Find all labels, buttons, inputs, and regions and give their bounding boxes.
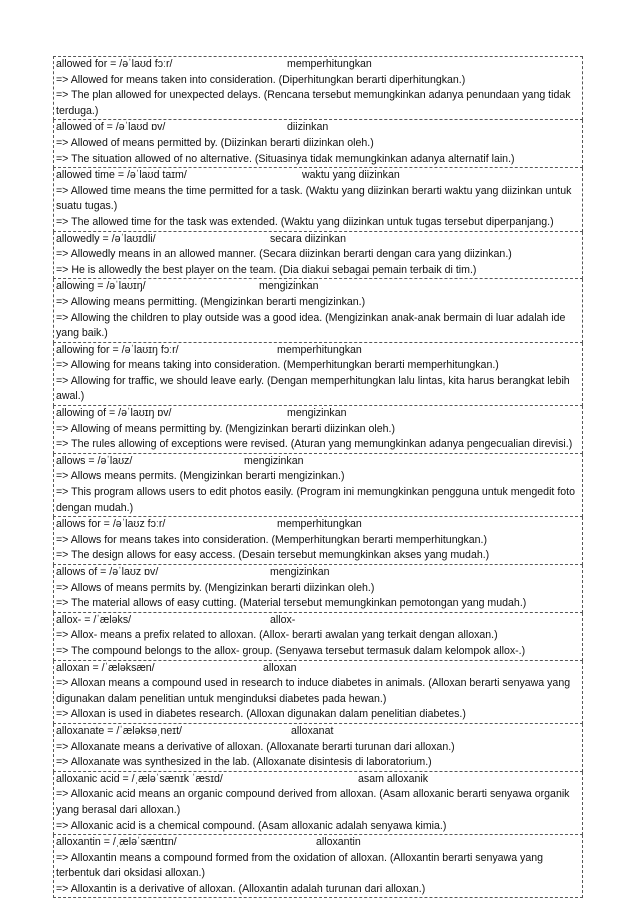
entry-term: alloxantin = /ˌæləˈsæntɪn/ <box>56 836 177 849</box>
entry-term: allows = /əˈlaʊz/ <box>56 454 133 467</box>
entry-definition: => Allows for means takes into consideration. (Memperhitungkan berarti memperhitungkan.) <box>56 533 488 546</box>
entry-example: => Alloxanic acid is a chemical compound. (Asam alloxanic adalah senyawa kimia.) <box>56 819 447 832</box>
entry-example: => Alloxan is used in diabetes research. (Alloxan digunakan dalam penelitian diabetes.) <box>56 708 466 721</box>
entry-alloxantin <box>53 835 583 898</box>
entry-term: allox- = /ˈæləks/ <box>56 613 132 626</box>
entry-term: allowed of = /əˈlaʊd ɒv/ <box>56 121 166 134</box>
entry-allowed-time <box>53 168 583 231</box>
entry-head <box>56 279 579 295</box>
entry-allowedly <box>53 232 583 280</box>
entry-alloxan <box>53 661 583 724</box>
entry-example: => The situation allowed of no alternative. (Situasinya tidak memungkinkan adanya alternatif lain.) <box>56 152 515 165</box>
entry-example: => Allowing the children to play outside was a good idea. (Mengizinkan anak-anak bermain di luar adalah ide yang baik.) <box>56 311 566 340</box>
entry-translation: memperhitungkan <box>287 58 372 70</box>
entry-head <box>56 835 579 851</box>
entry-definition: => Allowed of means permitted by. (Diizinkan berarti diizinkan oleh.) <box>56 136 374 149</box>
entry-head <box>56 565 579 581</box>
entry-example: => The allowed time for the task was extended. (Waktu yang diizinkan untuk tugas tersebut diperpanjang.) <box>56 215 554 228</box>
entry-term: alloxan = /ˈæləksæn/ <box>56 661 155 674</box>
entry-term: alloxanate = /ˈæləksəˌneɪt/ <box>56 724 182 737</box>
entry-definition: => Allows means permits. (Mengizinkan berarti mengizinkan.) <box>56 470 345 483</box>
entry-term: allowing for = /əˈlaʊɪŋ fɔːr/ <box>56 343 179 356</box>
entry-definition: => Allowing of means permitting by. (Mengizinkan berarti diizinkan oleh.) <box>56 422 395 435</box>
entry-head <box>56 661 579 677</box>
entry-example: => The material allows of easy cutting. (Material tersebut memungkinkan pemotongan yang mudah.) <box>56 597 527 610</box>
entry-definition: => Allowed for means taken into consideration. (Diperhitungkan berarti diperhitungkan.) <box>56 73 466 86</box>
entry-allowing-for <box>53 343 583 406</box>
entry-definition: => Alloxantin means a compound formed from the oxidation of alloxan. (Alloxantin berarti senyawa yang terbentuk dari oksidasi alloxan.) <box>56 851 544 880</box>
entry-example: => Alloxantin is a derivative of alloxan. (Alloxantin adalah turunan dari alloxan.) <box>56 882 426 895</box>
entry-head <box>56 406 579 422</box>
entry-alloxanic-acid <box>53 772 583 835</box>
entry-translation: mengizinkan <box>287 407 347 420</box>
entry-term: allows for = /əˈlaʊz fɔːr/ <box>56 518 166 531</box>
dictionary-page <box>53 56 583 898</box>
entry-example: => Allowing for traffic, we should leave early. (Dengan memperhitungkan lalu lintas, kita harus berangkat lebih awal.) <box>56 374 570 403</box>
entry-definition: => Alloxan means a compound used in research to induce diabetes in animals. (Alloxan berarti senyawa yang digunakan dalam penelitian untuk menginduksi diabetes pada hewan.) <box>56 677 571 705</box>
entry-definition: => Allox- means a prefix related to alloxan. (Allox- berarti awalan yang terkait dengan alloxan.) <box>56 629 498 642</box>
entry-example: => The compound belongs to the allox- group. (Senyawa tersebut termasuk dalam kelompok allox-.) <box>56 644 526 657</box>
entry-translation: mengizinkan <box>259 280 319 293</box>
entry-translation: alloxanat <box>291 724 334 737</box>
entry-definition: => Alloxanic acid means an organic compound derived from alloxan. (Asam alloxanic berarti senyawa organik yang berasal dari alloxan.) <box>56 788 570 816</box>
entry-head <box>56 120 579 136</box>
entry-translation: mengizinkan <box>244 454 304 467</box>
entry-term: allowed for = /əˈlaʊd fɔːr/ <box>56 58 173 70</box>
entry-term: allowed time = /əˈlaʊd taɪm/ <box>56 169 187 182</box>
entry-translation: waktu yang diizinkan <box>302 169 400 182</box>
entry-definition: => Allowed time means the time permitted for a task. (Waktu yang diizinkan berarti waktu yang diizinkan untuk suatu tugas.) <box>56 184 572 213</box>
entry-head <box>56 454 579 470</box>
entry-head <box>56 57 579 73</box>
entry-example: => He is allowedly the best player on the team. (Dia diakui sebagai pemain terbaik di tim.) <box>56 263 477 276</box>
entry-translation: alloxantin <box>316 836 361 849</box>
entry-allows-of <box>53 565 583 613</box>
entry-head <box>56 517 579 533</box>
entry-translation: memperhitungkan <box>277 343 362 356</box>
entry-definition: => Allowing means permitting. (Mengizinkan berarti mengizinkan.) <box>56 295 366 308</box>
entry-head <box>56 168 579 184</box>
entry-head <box>56 772 579 788</box>
entry-definition: => Allowing for means taking into consideration. (Memperhitungkan berarti memperhitungkan.) <box>56 359 499 372</box>
entry-example: => The plan allowed for unexpected delays. (Rencana tersebut memungkinkan adanya penundaan yang tidak terduga.) <box>56 89 571 117</box>
entry-translation: allox- <box>270 613 296 626</box>
entry-translation: diizinkan <box>287 121 329 134</box>
entry-head <box>56 232 579 248</box>
entry-definition: => Alloxanate means a derivative of alloxan. (Alloxanate berarti turunan dari alloxan.) <box>56 740 455 753</box>
entry-allowing <box>53 279 583 342</box>
entry-example: => This program allows users to edit photos easily. (Program ini memungkinkan pengguna untuk mengedit foto dengan mudah.) <box>56 486 575 514</box>
entry-alloxanate <box>53 724 583 772</box>
entry-allox <box>53 613 583 661</box>
entry-example: => The rules allowing of exceptions were revised. (Aturan yang memungkinkan adanya pengecualian direvisi.) <box>56 438 573 451</box>
entry-definition: => Allowedly means in an allowed manner. (Secara diizinkan berarti dengan cara yang diizinkan.) <box>56 248 512 261</box>
entry-translation: memperhitungkan <box>277 518 362 531</box>
entry-translation: secara diizinkan <box>270 232 346 245</box>
entry-example: => Alloxanate was synthesized in the lab. (Alloxanate disintesis di laboratorium.) <box>56 756 432 769</box>
entry-allows <box>53 454 583 517</box>
entry-head <box>56 343 579 359</box>
entry-allowed-of <box>53 120 583 168</box>
entry-definition: => Allows of means permits by. (Mengizinkan berarti diizinkan oleh.) <box>56 581 375 594</box>
entry-allows-for <box>53 517 583 565</box>
entry-head <box>56 724 579 740</box>
entry-example: => The design allows for easy access. (Desain tersebut memungkinkan akses yang mudah.) <box>56 549 490 562</box>
entry-head <box>56 613 579 629</box>
entry-translation: mengizinkan <box>270 566 330 578</box>
entry-translation: asam alloxanik <box>358 772 429 785</box>
entry-term: allowedly = /əˈlaʊɪdli/ <box>56 232 156 245</box>
entry-term: allows of = /əˈlaʊz ɒv/ <box>56 566 159 578</box>
entry-term: allowing = /əˈlaʊɪŋ/ <box>56 280 146 293</box>
entry-allowed-for <box>53 56 583 120</box>
entry-translation: alloxan <box>263 661 297 674</box>
entry-allowing-of <box>53 406 583 454</box>
entry-term: allowing of = /əˈlaʊɪŋ ɒv/ <box>56 407 172 420</box>
entry-term: alloxanic acid = /ˌæləˈsænɪk ˈæsɪd/ <box>56 772 223 785</box>
